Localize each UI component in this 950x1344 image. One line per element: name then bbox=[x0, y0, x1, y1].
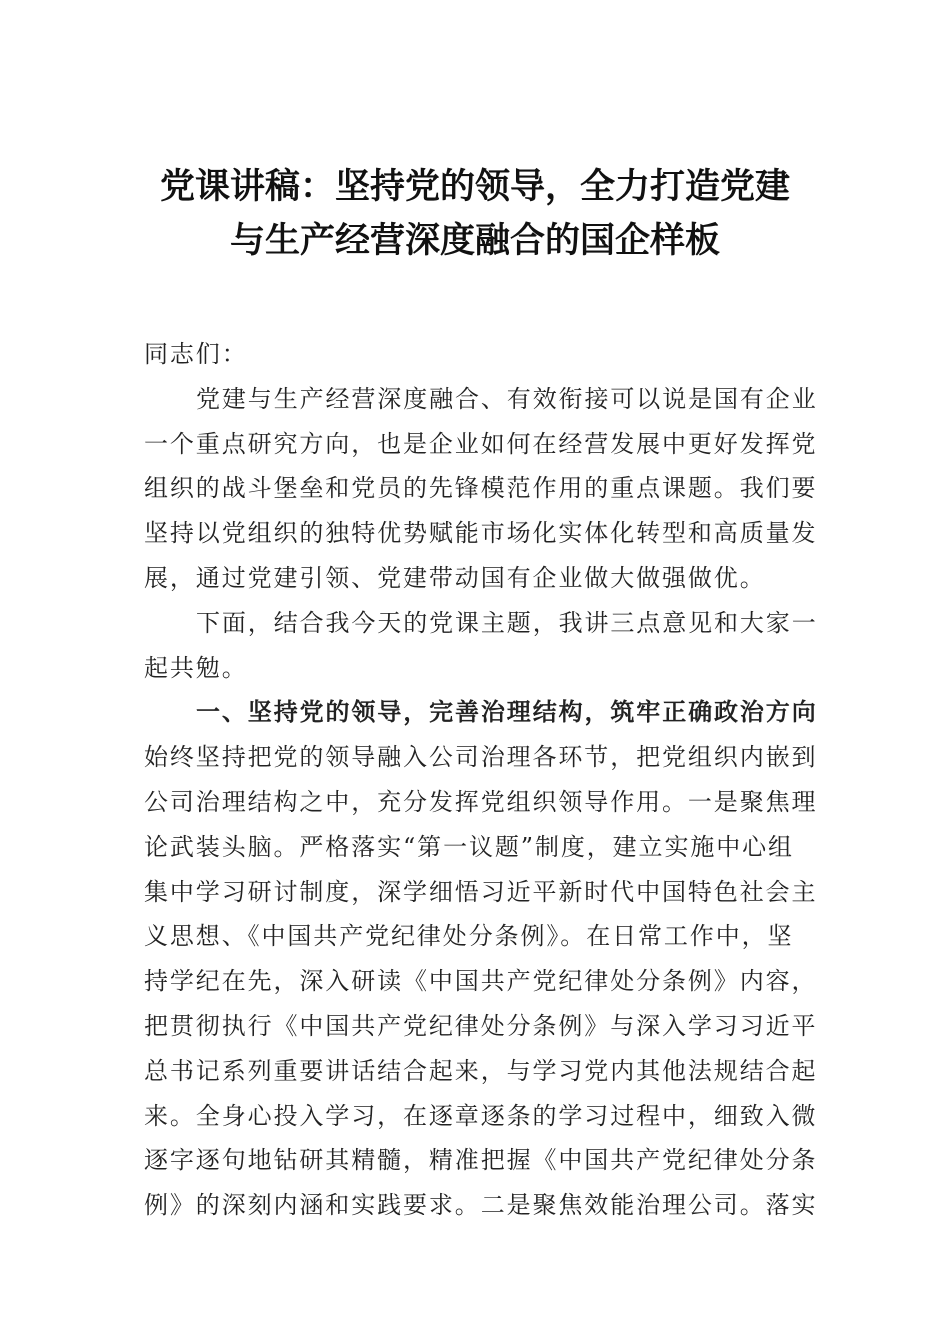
paragraph-line: 集中学习研讨制度，深学细悟习近平新时代中国特色社会主 bbox=[144, 877, 818, 906]
title-line-2: 与生产经营深度融合的国企样板 bbox=[229, 220, 720, 261]
paragraph-line: 论武装头脑。严格落实“第一议题”制度，建立实施中心组 bbox=[144, 832, 794, 861]
paragraph-intro bbox=[144, 377, 818, 601]
paragraph-line: 逐字逐句地钻研其精髓，精准把握《中国共产党纪律处分条 bbox=[144, 1146, 818, 1175]
paragraph-line: 党建与生产经营深度融合、有效衔接可以说是国有企业 bbox=[196, 384, 818, 413]
paragraph-line: 组织的战斗堡垒和党员的先锋模范作用的重点课题。我们要 bbox=[144, 474, 818, 503]
salutation: 同志们： bbox=[144, 340, 248, 368]
paragraph-line: 总书记系列重要讲话结合起来，与学习党内其他法规结合起 bbox=[144, 1056, 818, 1085]
paragraph-section-1 bbox=[144, 735, 818, 1228]
paragraph-line: 公司治理结构之中，充分发挥党组织领导作用。一是聚焦理 bbox=[144, 787, 818, 816]
paragraph-line: 下面，结合我今天的党课主题，我讲三点意见和大家一 bbox=[196, 608, 818, 637]
paragraph-line: 例》的深刻内涵和实践要求。二是聚焦效能治理公司。落实 bbox=[144, 1191, 818, 1220]
paragraph-line: 来。全身心投入学习，在逐章逐条的学习过程中，细致入微 bbox=[144, 1101, 818, 1130]
paragraph-line: 起共勉。 bbox=[144, 653, 248, 682]
paragraph-transition bbox=[144, 601, 818, 691]
paragraph-line: 坚持以党组织的独特优势赋能市场化实体化转型和高质量发 bbox=[144, 519, 818, 548]
paragraph-line: 展，通过党建引领、党建带动国有企业做大做强做优。 bbox=[144, 563, 766, 592]
section-heading-1: 一、坚持党的领导，完善治理结构，筑牢正确政治方向 bbox=[196, 697, 818, 727]
paragraph-line: 义思想、《中国共产党纪律处分条例》。在日常工作中，坚 bbox=[144, 922, 794, 951]
title-line-1: 党课讲稿：坚持党的领导，全力打造党建 bbox=[159, 166, 790, 207]
document-body bbox=[144, 332, 818, 1228]
paragraph-line: 始终坚持把党的领导融入公司治理各环节，把党组织内嵌到 bbox=[144, 743, 818, 772]
paragraph-line: 持学纪在先，深入研读《中国共产党纪律处分条例》内容， bbox=[144, 967, 818, 996]
paragraph-line: 一个重点研究方向，也是企业如何在经营发展中更好发挥党 bbox=[144, 429, 818, 458]
paragraph-line: 把贯彻执行《中国共产党纪律处分条例》与深入学习习近平 bbox=[144, 1011, 818, 1040]
document-title bbox=[120, 160, 830, 268]
